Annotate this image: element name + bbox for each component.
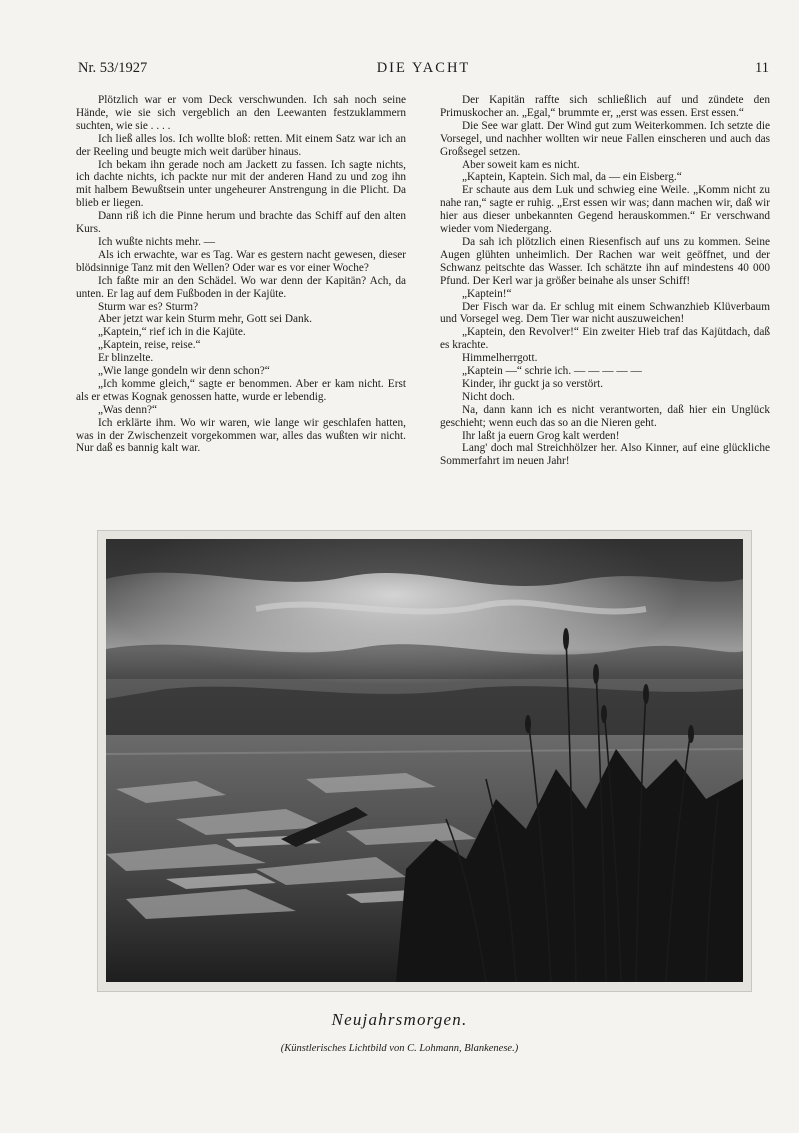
paragraph: Er schaute aus dem Luk und schwieg eine Weile. „Komm nicht zu nahe ran,“ sagte er ruhig. „Erst essen wir was; dann machen wir, daß wir hier aus dieser unbekannten Gegend herauskommen.“ Er verschwand wieder vom Niedergang. (440, 184, 770, 236)
paragraph: „Kaptein —“ schrie ich. — — — — — (462, 365, 642, 378)
paragraph: Ihr laßt ja euern Grog kalt werden! (462, 429, 620, 442)
paragraph: „Wie lange gondeln wir denn schon?“ (98, 365, 270, 378)
paragraph: Aber soweit kam es nicht. (462, 158, 580, 171)
paragraph: Na, dann kann ich es nicht verantworten, daß hier ein Unglück geschieht; wenn euch das so an die Nieren geht. (440, 403, 770, 429)
page-header (78, 60, 769, 82)
paragraph: Der Kapitän raffte sich schließlich auf und zündete den Primuskocher an. „Egal,“ brummte er, „erst was essen. Erst essen.“ (440, 94, 770, 119)
paragraph: Ich faßte mir an den Schädel. Wo war denn der Kapitän? Ach, da unten. Er lag auf dem Fußboden in der Kajüte. (76, 274, 406, 300)
paragraph: „Kaptein, den Revolver!“ Ein zweiter Hieb traf das Kajütdach, daß es krachte. (440, 326, 770, 352)
photo-illustration (106, 539, 743, 982)
paragraph: Lang' doch mal Streichhölzer her. Also Kinner, auf eine glückliche Sommerfahrt im neuen Jahr! (440, 442, 770, 468)
issue-number: Nr. 53/1927 (78, 60, 148, 76)
paragraph: Dann riß ich die Pinne herum und brachte das Schiff auf den alten Kurs. (76, 210, 406, 236)
paragraph: Als ich erwachte, war es Tag. War es gestern nacht gewesen, dieser blödsinnige Tanz mit den Wellen? Oder war es vor einer Woche? (76, 248, 406, 274)
magazine-title: DIE YACHT (376, 60, 471, 76)
photo-credit: (Künstlerisches Lichtbild von C. Lohmann, Blankenese.) (280, 1043, 519, 1054)
paragraph: Aber jetzt war kein Sturm mehr, Gott sei Dank. (98, 313, 313, 326)
paragraph: Kinder, ihr guckt ja so verstört. (462, 377, 604, 390)
paragraph: Plötzlich war er vom Deck verschwunden. Ich sah noch seine Hände, wie sie sich vergeblich an den Leewanten festzuklammern suchten, wie sie . . . . (76, 94, 406, 132)
photo-caption: Neujahrsmorgen. (331, 1010, 468, 1029)
paragraph: Die See war glatt. Der Wind gut zum Weiterkommen. Ich setzte die Vorsegel, und nachher wollten wir neue Fallen einscheren und auch das Großsegel setzen. (440, 119, 770, 158)
paragraph: Ich wußte nichts mehr. — (98, 235, 216, 248)
paragraph: Er blinzelte. (98, 352, 154, 365)
paragraph: „Kaptein, reise, reise.“ (98, 339, 201, 352)
paragraph: Himmelherrgott. (462, 352, 538, 365)
paragraph: „Ich komme gleich,“ sagte er benommen. Aber er kam nicht. Erst als er etwas Kognak genossen hatte, wurde er lebendig. (76, 377, 406, 403)
paragraph: „Kaptein, Kaptein. Sich mal, da — ein Eisberg.“ (462, 171, 682, 184)
page-number: 11 (755, 60, 769, 76)
left-text-column (76, 94, 406, 455)
paragraph: „Was denn?“ (98, 403, 157, 416)
paragraph: Ich bekam ihn gerade noch am Jackett zu fassen. Ich sagte nichts, ich dachte nichts, ich packte nur mit der anderen Hand zu und zog ihn mit halbem Bewußtsein unter ungeheurer Anstrengung in die Plicht. Da blieb er liegen. (76, 158, 406, 210)
paragraph: Der Fisch war da. Er schlug mit einem Schwanzhieb Klüverbaum und Vorsegel weg. Dem Tier war nicht auszuweichen! (440, 300, 770, 326)
paragraph: Sturm war es? Sturm? (98, 300, 199, 313)
paragraph: Ich ließ alles los. Ich wollte bloß: retten. Mit einem Satz war ich an der Reeling und beugte mich weit darüber hinaus. (76, 132, 406, 158)
paragraph: „Kaptein!“ (462, 287, 512, 300)
paragraph: Ich erklärte ihm. Wo wir waren, wie lange wir geschlafen hatten, was in der Zwischenzeit vorgekommen war, alles das wußten wir nicht. Nur daß es bannig kalt war. (76, 416, 406, 455)
paragraph: „Kaptein,“ rief ich in die Kajüte. (98, 326, 246, 339)
photograph (106, 539, 743, 982)
paragraph: Da sah ich plötzlich einen Riesenfisch auf uns zu kommen. Seine Augen glühten unheimlich. Der Rachen war weit geöffnet, und der Schwanz peitschte das Wasser. Ich schätzte ihn auf mindestens 40 000 Pfund. Der Kerl war ja größer beinahe als unser Schiff! (440, 235, 770, 287)
paragraph: Nicht doch. (462, 390, 515, 403)
right-text-column (440, 94, 770, 468)
